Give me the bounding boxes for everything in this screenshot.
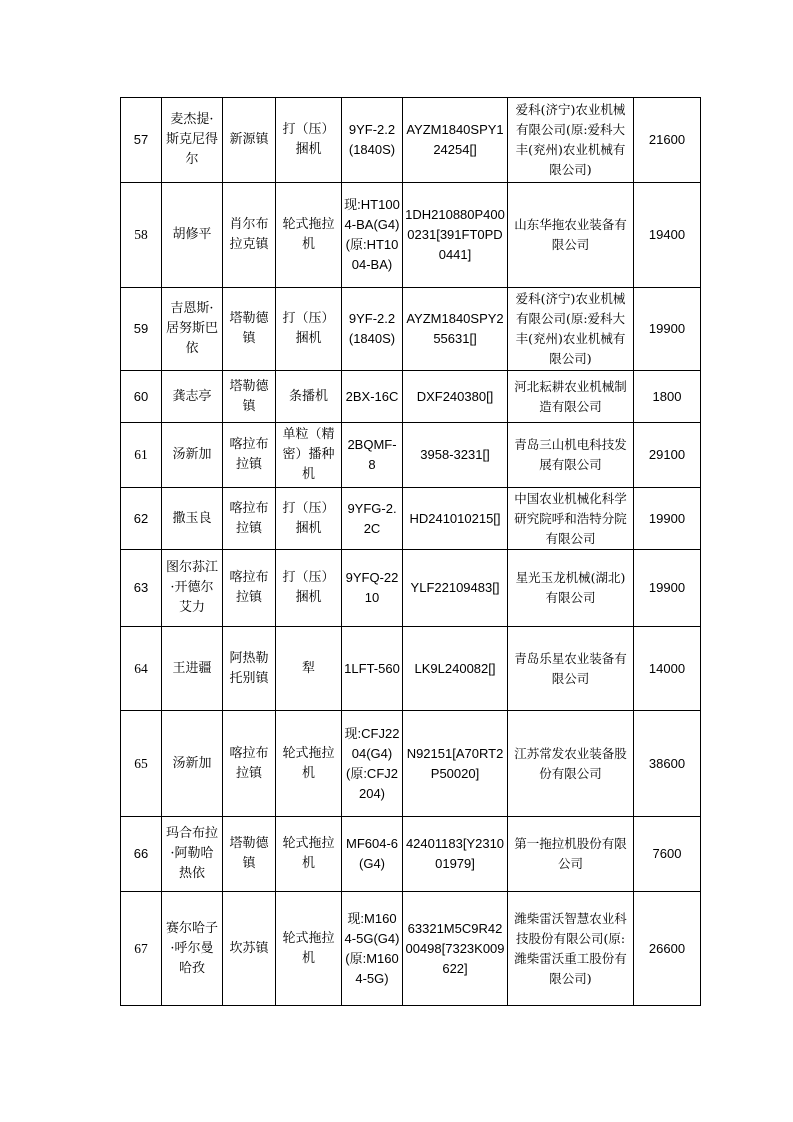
farmer-name: 图尔荪江·开德尔艾力 <box>162 550 223 627</box>
machine-model: 2BX-16C <box>342 371 403 423</box>
manufacturer: 江苏常发农业装备股份有限公司 <box>508 711 634 817</box>
farmer-name: 汤新加 <box>162 711 223 817</box>
row-number: 57 <box>121 98 162 183</box>
serial-number: AYZM1840SPY124254[] <box>403 98 508 183</box>
serial-number: YLF22109483[] <box>403 550 508 627</box>
machine-type: 轮式拖拉机 <box>276 892 342 1006</box>
row-number: 60 <box>121 371 162 423</box>
row-number: 64 <box>121 627 162 711</box>
machine-type: 打（压）捆机 <box>276 288 342 371</box>
serial-number: LK9L240082[] <box>403 627 508 711</box>
table-row <box>121 183 701 288</box>
serial-number: DXF240380[] <box>403 371 508 423</box>
table-row <box>121 627 701 711</box>
farmer-name: 王进疆 <box>162 627 223 711</box>
serial-number: 1DH210880P4000231[391FT0PD0441] <box>403 183 508 288</box>
row-number: 62 <box>121 488 162 550</box>
machine-type: 条播机 <box>276 371 342 423</box>
farmer-name: 撒玉良 <box>162 488 223 550</box>
serial-number: AYZM1840SPY255631[] <box>403 288 508 371</box>
machine-model: 现:CFJ2204(G4)(原:CFJ2204) <box>342 711 403 817</box>
manufacturer: 青岛三山机电科技发展有限公司 <box>508 423 634 488</box>
serial-number: 63321M5C9R4200498[7323K009622] <box>403 892 508 1006</box>
machinery-subsidy-table <box>120 97 701 1006</box>
subsidy-amount: 19900 <box>634 288 701 371</box>
table-row <box>121 288 701 371</box>
manufacturer: 爱科(济宁)农业机械有限公司(原:爱科大丰(兖州)农业机械有限公司) <box>508 288 634 371</box>
machine-model: 9YF-2.2(1840S) <box>342 288 403 371</box>
town-name: 坎苏镇 <box>223 892 276 1006</box>
table-row <box>121 98 701 183</box>
table-row <box>121 371 701 423</box>
subsidy-amount: 38600 <box>634 711 701 817</box>
machine-type: 单粒（精密）播种机 <box>276 423 342 488</box>
subsidy-amount: 1800 <box>634 371 701 423</box>
row-number: 66 <box>121 817 162 892</box>
farmer-name: 汤新加 <box>162 423 223 488</box>
table-row <box>121 817 701 892</box>
farmer-name: 龚志亭 <box>162 371 223 423</box>
table-row <box>121 423 701 488</box>
manufacturer: 中国农业机械化科学研究院呼和浩特分院有限公司 <box>508 488 634 550</box>
subsidy-amount: 19400 <box>634 183 701 288</box>
town-name: 喀拉布拉镇 <box>223 711 276 817</box>
town-name: 阿热勒托别镇 <box>223 627 276 711</box>
machine-model: 2BQMF-8 <box>342 423 403 488</box>
town-name: 喀拉布拉镇 <box>223 423 276 488</box>
manufacturer: 潍柴雷沃智慧农业科技股份有限公司(原:潍柴雷沃重工股份有限公司) <box>508 892 634 1006</box>
serial-number: HD241010215[] <box>403 488 508 550</box>
machine-model: 9YFQ-2210 <box>342 550 403 627</box>
subsidy-amount: 21600 <box>634 98 701 183</box>
town-name: 塔勒德镇 <box>223 288 276 371</box>
manufacturer: 山东华拖农业装备有限公司 <box>508 183 634 288</box>
town-name: 肖尔布拉克镇 <box>223 183 276 288</box>
table-row <box>121 892 701 1006</box>
town-name: 新源镇 <box>223 98 276 183</box>
serial-number: 42401183[Y231001979] <box>403 817 508 892</box>
subsidy-amount: 26600 <box>634 892 701 1006</box>
machine-model: 现:HT1004-BA(G4)(原:HT1004-BA) <box>342 183 403 288</box>
town-name: 塔勒德镇 <box>223 371 276 423</box>
manufacturer: 爱科(济宁)农业机械有限公司(原:爱科大丰(兖州)农业机械有限公司) <box>508 98 634 183</box>
farmer-name: 麦杰提·斯克尼得尔 <box>162 98 223 183</box>
table-row <box>121 711 701 817</box>
machine-type: 轮式拖拉机 <box>276 711 342 817</box>
machine-type: 轮式拖拉机 <box>276 183 342 288</box>
manufacturer: 星光玉龙机械(湖北)有限公司 <box>508 550 634 627</box>
manufacturer: 第一拖拉机股份有限公司 <box>508 817 634 892</box>
subsidy-amount: 19900 <box>634 550 701 627</box>
subsidy-amount: 29100 <box>634 423 701 488</box>
subsidy-amount: 19900 <box>634 488 701 550</box>
manufacturer: 河北耘耕农业机械制造有限公司 <box>508 371 634 423</box>
farmer-name: 吉恩斯·居努斯巴依 <box>162 288 223 371</box>
table-row <box>121 488 701 550</box>
row-number: 58 <box>121 183 162 288</box>
town-name: 喀拉布拉镇 <box>223 488 276 550</box>
machine-model: 1LFT-560 <box>342 627 403 711</box>
machine-type: 打（压）捆机 <box>276 550 342 627</box>
subsidy-amount: 14000 <box>634 627 701 711</box>
machine-model: MF604-6(G4) <box>342 817 403 892</box>
farmer-name: 玛合布拉·阿勒哈热依 <box>162 817 223 892</box>
machine-model: 9YF-2.2(1840S) <box>342 98 403 183</box>
machine-model: 9YFG-2.2C <box>342 488 403 550</box>
machine-type: 犁 <box>276 627 342 711</box>
farmer-name: 胡修平 <box>162 183 223 288</box>
machine-type: 轮式拖拉机 <box>276 817 342 892</box>
row-number: 67 <box>121 892 162 1006</box>
table-row <box>121 550 701 627</box>
machine-type: 打（压）捆机 <box>276 488 342 550</box>
town-name: 喀拉布拉镇 <box>223 550 276 627</box>
town-name: 塔勒德镇 <box>223 817 276 892</box>
serial-number: 3958-3231[] <box>403 423 508 488</box>
row-number: 63 <box>121 550 162 627</box>
subsidy-amount: 7600 <box>634 817 701 892</box>
machine-model: 现:M1604-5G(G4)(原:M1604-5G) <box>342 892 403 1006</box>
machine-type: 打（压）捆机 <box>276 98 342 183</box>
farmer-name: 赛尔哈子·呼尔曼哈孜 <box>162 892 223 1006</box>
row-number: 65 <box>121 711 162 817</box>
row-number: 61 <box>121 423 162 488</box>
serial-number: N92151[A70RT2P50020] <box>403 711 508 817</box>
manufacturer: 青岛乐星农业装备有限公司 <box>508 627 634 711</box>
row-number: 59 <box>121 288 162 371</box>
